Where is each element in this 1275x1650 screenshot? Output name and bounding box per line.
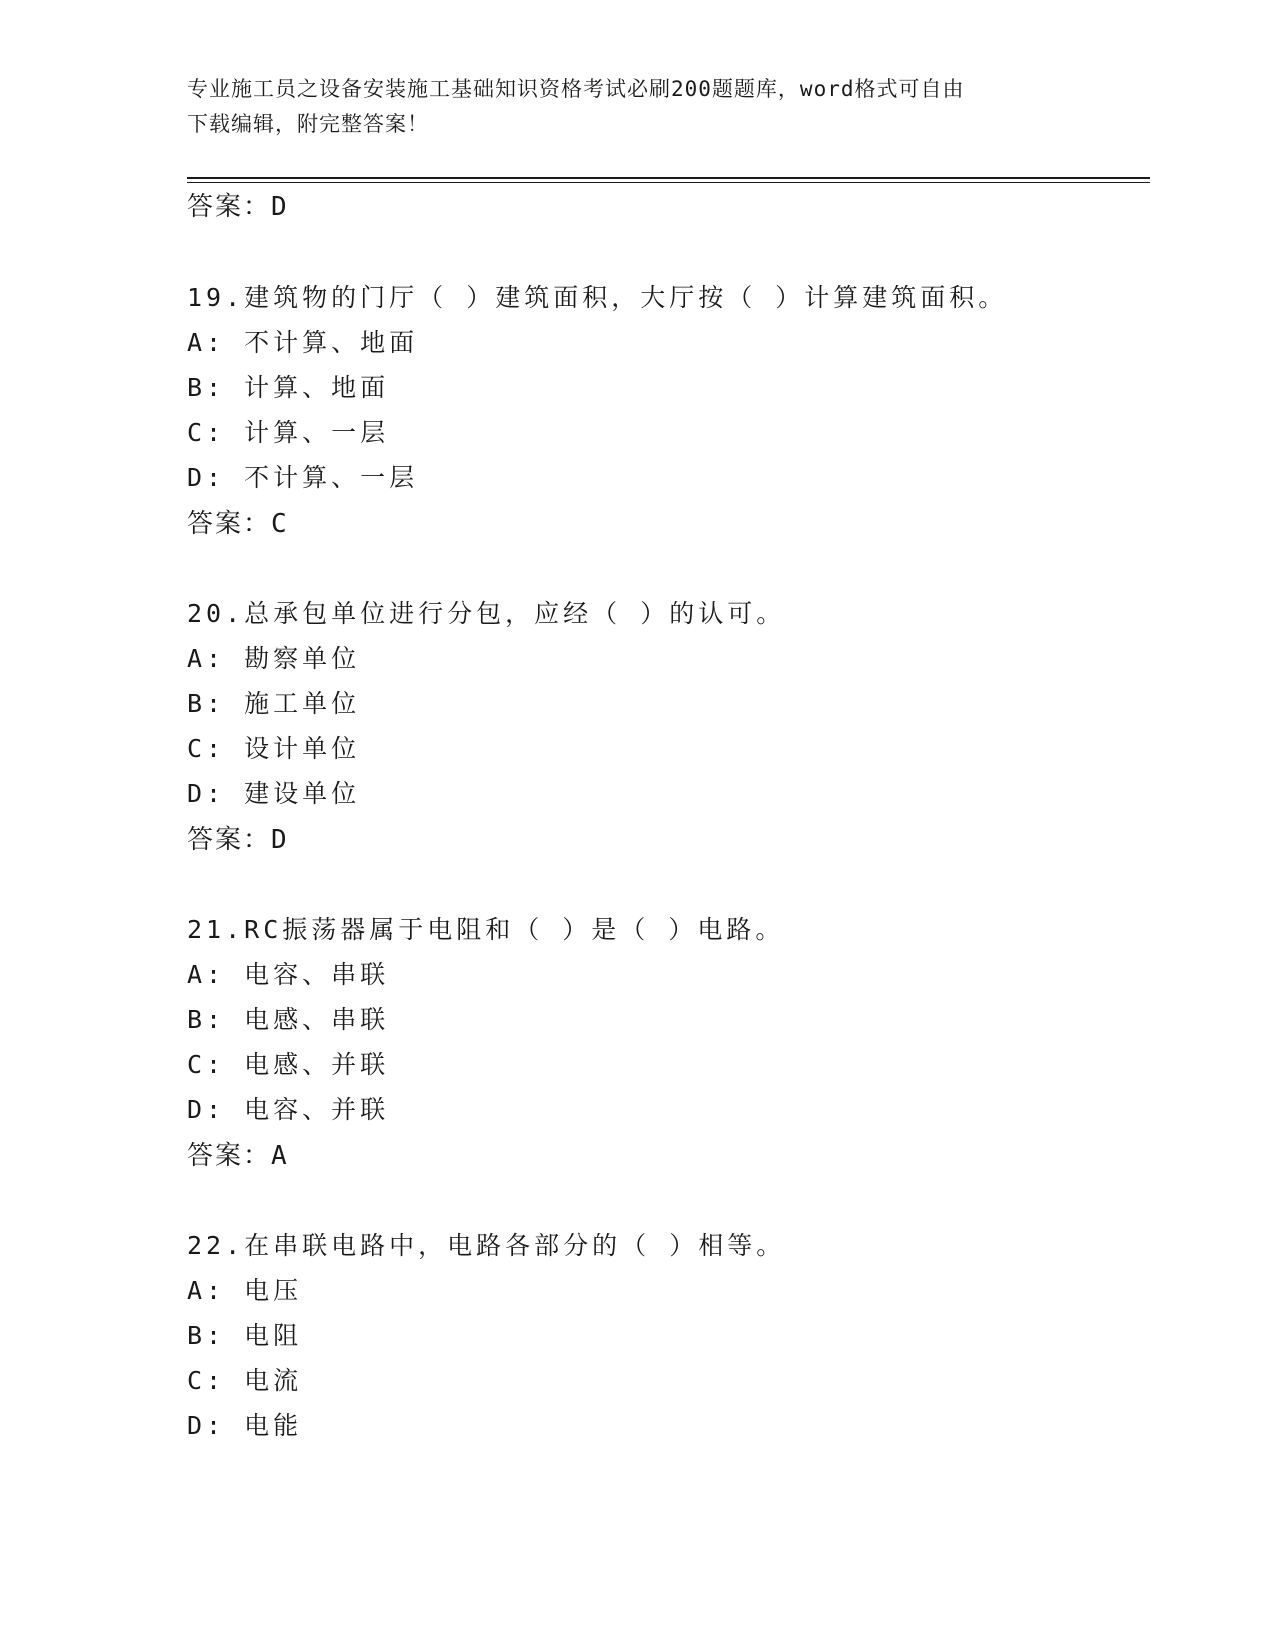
option-c: C: 计算、一层 xyxy=(187,418,390,447)
header-divider-thin xyxy=(187,182,1150,183)
question-stem: 22.在串联电路中，电路各部分的（ ）相等。 xyxy=(187,1231,786,1260)
question-stem: 19.建筑物的门厅（ ）建筑面积，大厅按（ ）计算建筑面积。 xyxy=(187,283,1008,312)
header-line-2: 下载编辑，附完整答案！ xyxy=(187,112,429,136)
answer: 答案：C xyxy=(187,509,289,539)
option-a: A: 勘察单位 xyxy=(187,644,361,673)
question-stem: 20.总承包单位进行分包，应经（ ）的认可。 xyxy=(187,599,786,628)
header-line-1: 专业施工员之设备安装施工基础知识资格考试必刷200题题库，word格式可自由 xyxy=(187,77,965,101)
option-b: B: 电感、串联 xyxy=(187,1005,390,1034)
option-b: B: 电阻 xyxy=(187,1321,303,1350)
option-c: C: 设计单位 xyxy=(187,734,361,763)
answer: 答案：A xyxy=(187,1141,289,1171)
option-d: D: 电容、并联 xyxy=(187,1095,390,1124)
option-b: B: 施工单位 xyxy=(187,689,361,718)
option-a: A: 电容、串联 xyxy=(187,960,390,989)
option-b: B: 计算、地面 xyxy=(187,373,390,402)
option-c: C: 电感、并联 xyxy=(187,1050,390,1079)
option-d: D: 建设单位 xyxy=(187,779,361,808)
question-stem: 21.RC振荡器属于电阻和（ ）是（ ）电路。 xyxy=(187,915,785,944)
option-a: A: 电压 xyxy=(187,1276,303,1305)
answer-previous: 答案：D xyxy=(187,192,289,222)
document-header xyxy=(187,72,1067,142)
answer: 答案：D xyxy=(187,825,289,855)
option-d: D: 不计算、一层 xyxy=(187,463,419,492)
option-c: C: 电流 xyxy=(187,1366,303,1395)
option-a: A: 不计算、地面 xyxy=(187,328,419,357)
option-d: D: 电能 xyxy=(187,1411,303,1440)
header-divider-thick xyxy=(187,177,1150,179)
